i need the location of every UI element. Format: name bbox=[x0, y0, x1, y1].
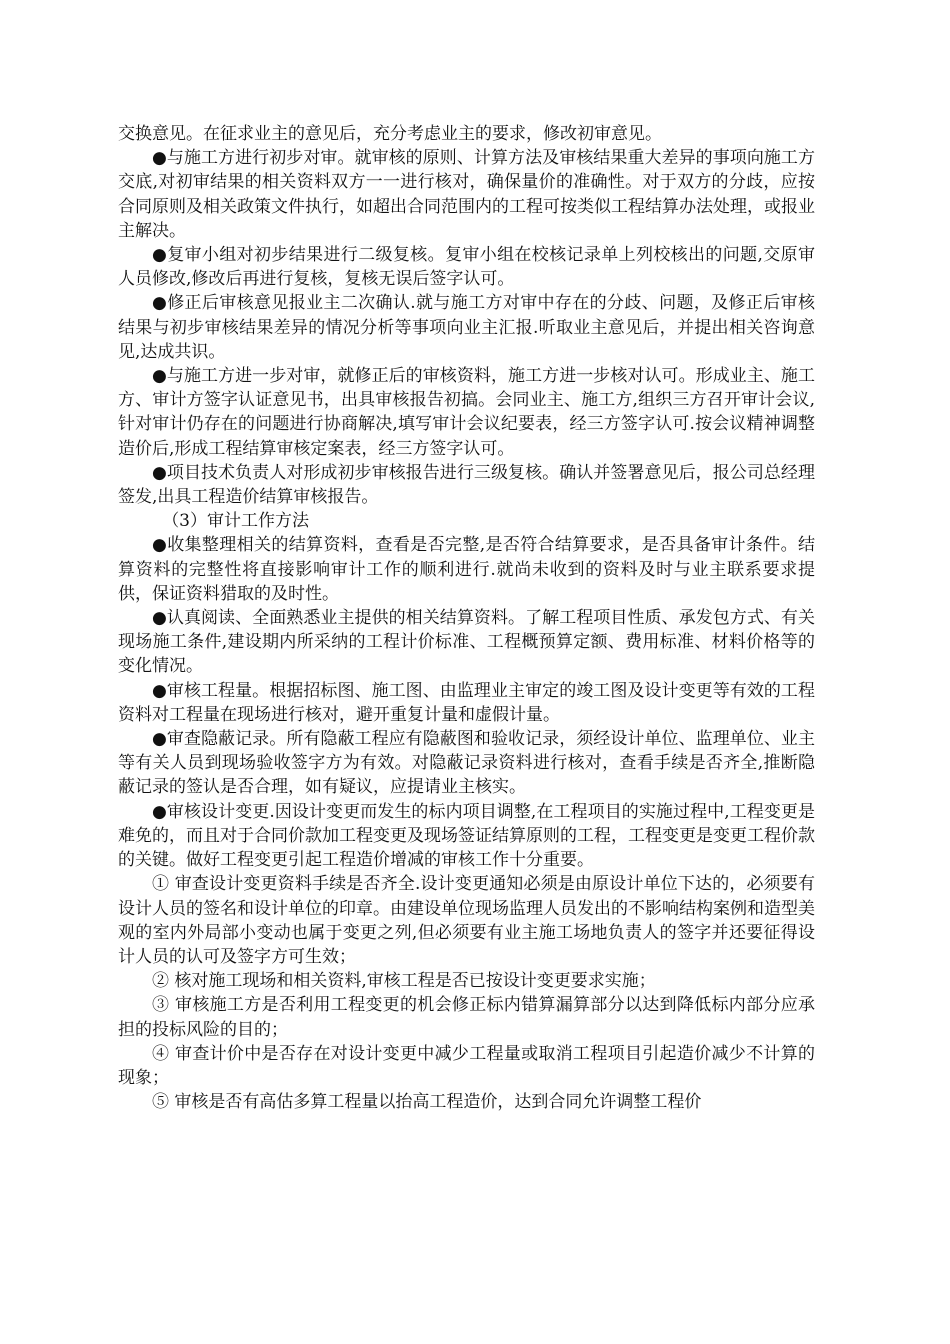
paragraph-preliminary-review: ●与施工方进行初步对审。就审核的原则、计算方法及审核结果重大差异的事项向施工方交底,对初审结果的相关资料双方一一进行核对，确保量价的准确性。对于双方的分歧，应按合同原则及相关政策文件执行，如超出合同范围内的工程可按类似工程结算办法处理，或报业主解决。 bbox=[118, 148, 815, 241]
paragraph-collect-materials: ●收集整理相关的结算资料，查看是否完整,是否符合结算要求，是否具备审计条件。结算资料的完整性将直接影响审计工作的顺利进行.就尚未收到的资料及时与业主联系要求提供，保证资料猎取的及时性。 bbox=[118, 535, 815, 604]
list-item-1: ① 审查设计变更资料手续是否齐全.设计变更通知必须是由原设计单位下达的，必须要有设计人员的签名和设计单位的印章。由建设单位现场监理人员发出的不影响结构案例和造型美观的室内外局部小变动也属于变更之列,但必须要有业主施工场地负责人的签字并还要征得设计人员的认可及签字方可生效； bbox=[118, 874, 815, 967]
section-heading-audit-methods: （3）审计工作方法 bbox=[162, 511, 310, 532]
document-body bbox=[118, 122, 815, 1114]
paragraph-continuation: 交换意见。在征求业主的意见后，充分考虑业主的要求，修改初审意见。 bbox=[118, 124, 662, 144]
list-item-4: ④ 审查计价中是否存在对设计变更中减少工程量或取消工程项目引起造价减少不计算的现象； bbox=[118, 1043, 815, 1088]
paragraph-read-materials: ●认真阅读、全面熟悉业主提供的相关结算资料。了解工程项目性质、承发包方式、有关现场施工条件,建设期内所采纳的工程计价标准、工程概预算定额、费用标准、材料价格等的变化情况。 bbox=[118, 608, 815, 677]
paragraph-second-level-review: ●复审小组对初步结果进行二级复核。复审小组在校核记录单上列校核出的问题,交原审人员修改,修改后再进行复核，复核无误后签字认可。 bbox=[118, 245, 815, 290]
paragraph-further-review: ●与施工方进一步对审，就修正后的审核资料，施工方进一步核对认可。形成业主、施工方、审计方签字认证意见书，出具审核报告初搞。会同业主、施工方,组织三方召开审计会议,针对审计仍存在的问题进行协商解决,填写审计会议纪要表，经三方签字认可.按会议精神调整造价后,形成工程结算审核定案表，经三方签字认可。 bbox=[118, 366, 815, 459]
list-item-5: ⑤ 审核是否有高估多算工程量以抬高工程造价，达到合同允许调整工程价 bbox=[152, 1092, 702, 1113]
paragraph-hidden-records: ●审查隐蔽记录。所有隐蔽工程应有隐蔽图和验收记录，须经设计单位、监理单位、业主等有关人员到现场验收签字方为有效。对隐蔽记录资料进行核对，查看手续是否齐全,推断隐蔽记录的签认是否合理，如有疑议，应提请业主核实。 bbox=[118, 729, 815, 798]
list-item-2: ② 核对施工现场和相关资料,审核工程是否已按设计变更要求实施； bbox=[152, 971, 656, 992]
paragraph-third-level-review: ●项目技术负责人对形成初步审核报告进行三级复核。确认并签署意见后，报公司总经理签发,出具工程造价结算审核报告。 bbox=[118, 462, 815, 508]
paragraph-quantity-review: ●审核工程量。根据招标图、施工图、由监理业主审定的竣工图及设计变更等有效的工程资料对工程量在现场进行核对，避开重复计量和虚假计量。 bbox=[118, 680, 815, 725]
paragraph-design-changes: ●审核设计变更.因设计变更而发生的标内项目调整,在工程项目的实施过程中,工程变更是难免的，而且对于合同价款加工程变更及现场签证结算原则的工程，工程变更是变更工程价款的关键。做好工程变更引起工程造价增减的审核工作十分重要。 bbox=[118, 801, 815, 871]
list-item-3: ③ 审核施工方是否利用工程变更的机会修正标内错算漏算部分以达到降低标内部分应承担的投标风险的目的； bbox=[118, 995, 815, 1040]
paragraph-owner-confirmation: ●修正后审核意见报业主二次确认.就与施工方对审中存在的分歧、问题，及修正后审核结果与初步审核结果差异的情况分析等事项向业主汇报.听取业主意见后，并提出相关咨询意见,达成共识。 bbox=[118, 293, 815, 362]
